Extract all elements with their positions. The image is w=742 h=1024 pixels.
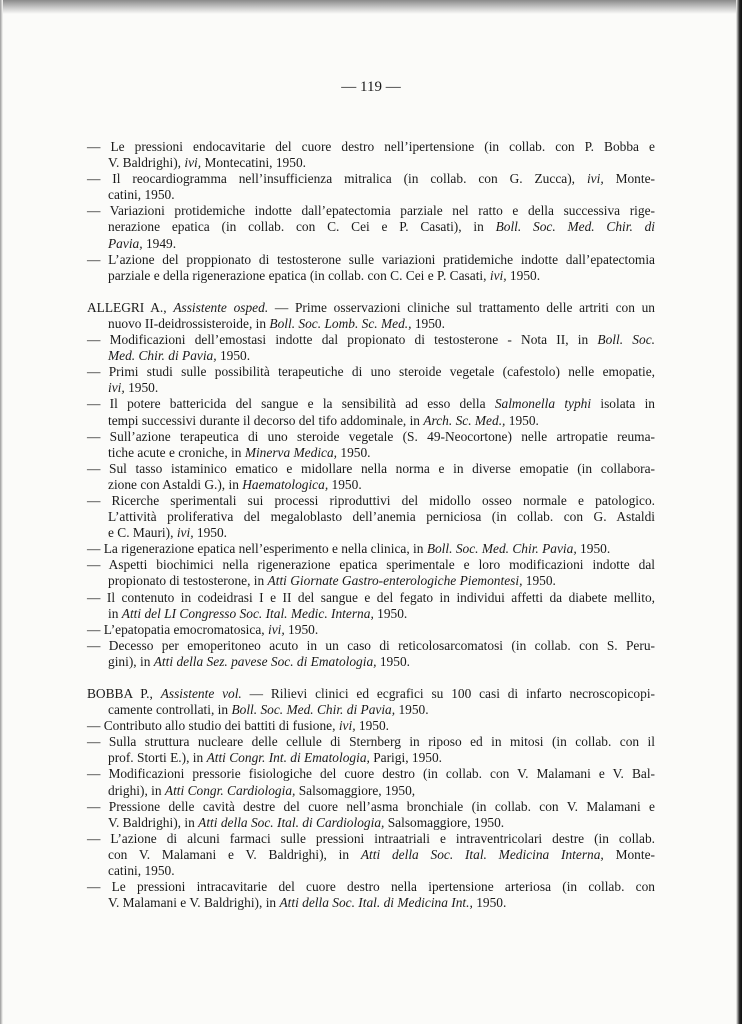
italic-citation-text: Atti Congr. Cardiologia, [164, 782, 296, 798]
text-line [87, 252, 655, 268]
text-line [87, 509, 655, 525]
entry-text: 1950. [376, 653, 410, 669]
bibliography-entry [87, 622, 655, 638]
text-line [87, 831, 655, 847]
entry-text: — L’azione di alcuni farmaci sulle pressioni intraatriali e intraventricolari destre (in collab. [87, 830, 655, 846]
italic-citation-text: Salmonella typhi [494, 396, 592, 412]
text-line [87, 236, 655, 252]
entry-text: 1950. [337, 444, 371, 460]
entry-text: — Sul tasso istaminico ematico e midollare nella norma e in diverse emopatie (in collabora- [87, 460, 655, 476]
text-line [87, 396, 655, 412]
entry-text: V. Baldrighi), in [108, 814, 199, 830]
entry-text: — Contributo allo studio dei battiti di fusione, [87, 718, 339, 734]
entry-text: 1950. [373, 605, 408, 621]
entry-text: 1950. [395, 702, 429, 718]
entry-text: Montecatini, 1950. [201, 155, 306, 171]
text-line [87, 815, 655, 831]
entry-text: V. Baldrighi), [108, 155, 185, 171]
text-line [87, 139, 655, 155]
text-line [87, 316, 655, 332]
entry-text: — L’epatopatia emocromatosica, [87, 621, 268, 637]
text-line [87, 847, 655, 863]
text-line [87, 622, 655, 638]
italic-citation-text: Arch. Sc. Med., [423, 412, 506, 428]
text-line [87, 413, 655, 429]
entry-text: tiche acute e croniche, in [108, 444, 245, 460]
entry-text: zione con Astaldi G.), in [108, 476, 243, 492]
italic-citation-text: Atti del LI Congresso Soc. Ital. Medic. Interna, [121, 605, 374, 621]
entry-text: con V. Malamani e V. Baldrighi), in [108, 846, 361, 862]
italic-citation-text: Med. Chir. di Pavia, [108, 348, 217, 364]
entry-text: — Aspetti biochimici nella rigenerazione epatica sperimentale e loro modificazioni indotte dal [87, 557, 655, 573]
entry-text: 1950. [124, 380, 159, 396]
italic-citation-text: Minerva Medica, [244, 444, 338, 460]
entry-text: — Il potere battericida del sangue e la sensibilità ad esso della [87, 396, 495, 412]
entry-text: — Modificazioni pressorie fisiologiche del cuore destro (in collab. con V. Malamani e V. Bal- [87, 766, 655, 782]
bibliography-entry [87, 203, 655, 251]
italic-citation-text: Assistente vol. [160, 686, 242, 701]
entry-text: 1950. [522, 573, 556, 589]
bibliography-entry [87, 879, 655, 911]
text-line [87, 557, 655, 573]
text-line [87, 686, 655, 702]
text-line [87, 332, 655, 348]
text-line [87, 541, 655, 557]
text-line [87, 606, 655, 622]
italic-citation-text: Boll. Soc. Lomb. Sc. Med., [269, 315, 412, 331]
text-line [87, 702, 655, 718]
entry-text: ALLEGRI A., [87, 299, 174, 315]
italic-citation-text: Atti della Sez. pavese Soc. di Ematologia, [153, 653, 377, 669]
text-line [87, 477, 655, 493]
entry-text: Salsomaggiore, 1950. [384, 814, 505, 830]
bibliography-entry [87, 252, 655, 284]
bibliography-entry [87, 461, 655, 493]
bibliography-list [87, 139, 655, 927]
author-section [87, 686, 655, 911]
entry-text: L’attività proliferativa del megaloblasto dell’anemia perniciosa (in collab. con G. Astaldi [108, 509, 655, 525]
bibliography-entry [87, 831, 655, 879]
entry-text: propionato di testosterone, in [108, 573, 268, 589]
entry-text: — Le pressioni intracavitarie del cuore destro nella ipertensione arteriosa (in collab. con [87, 879, 655, 895]
text-line [87, 187, 655, 203]
entry-text: 1950. [411, 315, 445, 331]
italic-citation-text: ivi, [184, 155, 202, 171]
italic-citation-text: Boll. Soc. Med. Chir. di Pavia, [231, 702, 396, 718]
entry-text: 1950. [506, 267, 541, 283]
entry-text: isolata in [591, 396, 655, 412]
text-line [87, 380, 655, 396]
entry-text: parziale e della rigenerazione epatica (in collab. con C. Cei e P. Casati, [108, 267, 490, 283]
entry-text: V. Malamani e V. Baldrighi), in [108, 895, 280, 911]
entry-text: — Rilievi clinici ed ecgrafici su 100 casi di infarto necroscopicopi- [241, 686, 655, 701]
entry-text: in [108, 605, 122, 621]
entry-text: nerazione epatica (in collab. con C. Cei e P. Casati), in [108, 219, 496, 235]
author-section [87, 139, 655, 284]
text-line [87, 654, 655, 670]
italic-citation-text: ivi, [586, 171, 604, 187]
entry-text: — Decesso per emoperitoneo acuto in un caso di reticolosarcomatosi (in collab. con S. Peru- [87, 637, 655, 653]
text-line [87, 429, 655, 445]
entry-text: — Primi studi sulle possibilità terapeutiche di uno steroide vegetale (cafestolo) nelle emopatie, [87, 364, 655, 380]
entry-text: drighi), in [108, 782, 165, 798]
entry-text: e C. Mauri), [108, 525, 177, 541]
text-line [87, 895, 655, 911]
entry-text: prof. Storti E.), in [108, 750, 207, 766]
bibliography-entry [87, 590, 655, 622]
entry-text: 1950. [216, 348, 251, 364]
entry-text: Monte- [603, 846, 655, 862]
text-line [87, 348, 655, 364]
bibliography-entry [87, 718, 655, 734]
italic-citation-text: Atti Congr. Int. di Ematologia, [206, 750, 370, 766]
entry-text: Monte- [603, 171, 656, 187]
text-line [87, 219, 655, 235]
italic-citation-text: Atti della Soc. Ital. Medicina Interna, [360, 846, 604, 862]
bibliography-entry [87, 686, 655, 718]
entry-text: catini, 1950. [108, 863, 175, 879]
entry-text: — Modificazioni dell’emostasi indotte dal propionato di testosterone - Nota II, in [87, 332, 598, 348]
italic-citation-text: Assistente osped. [173, 299, 269, 315]
entry-text: 1950. [193, 525, 228, 541]
italic-citation-text: Pavia, [108, 235, 143, 251]
entry-text: — Le pressioni endocavitarie del cuore destro nell’ipertensione (in collab. con P. Bobba e [87, 139, 655, 154]
text-line [87, 364, 655, 380]
entry-text: catini, 1950. [108, 187, 175, 203]
entry-text: camente controllati, in [108, 702, 232, 718]
italic-citation-text: ivi, [338, 718, 356, 734]
entry-text: — Sulla struttura nucleare delle cellule di Sternberg in riposo ed in mitosi (in collab. con il [87, 734, 655, 750]
text-line [87, 766, 655, 782]
text-line [87, 203, 655, 219]
italic-citation-text: ivi, [489, 267, 507, 283]
entry-text: tempi successivi durante il decorso del tifo addominale, in [108, 412, 424, 428]
text-line [87, 638, 655, 654]
text-line [87, 445, 655, 461]
text-line [87, 879, 655, 895]
entry-text: 1950. [355, 718, 390, 734]
entry-text: BOBBA P., [87, 686, 161, 701]
bibliography-entry [87, 766, 655, 798]
italic-citation-text: ivi, [267, 621, 285, 637]
italic-citation-text: Atti Giornate Gastro-enterologiche Piemontesi, [267, 573, 523, 589]
entry-text: Parigi, 1950. [369, 750, 443, 766]
entry-text: — Il reocardiogramma nell’insufficienza mitralica (in collab. con G. Zucca), [87, 171, 587, 187]
italic-citation-text: Boll. Soc. Med. Chir. Pavia, [426, 541, 577, 557]
text-line [87, 300, 655, 316]
text-line [87, 590, 655, 606]
bibliography-entry [87, 734, 655, 766]
entry-text: 1950. [505, 412, 539, 428]
entry-text: — Ricerche sperimentali sui processi riproduttivi del midollo osseo normale e patologico. [87, 492, 655, 508]
italic-citation-text: ivi, [176, 525, 194, 541]
text-line [87, 573, 655, 589]
scan-shadow-left [0, 0, 3, 1024]
text-line [87, 734, 655, 750]
entry-text: — Variazioni protidemiche indotte dall’epatectomia parziale nel ratto e della successiva rige- [87, 203, 655, 219]
bibliography-entry [87, 139, 655, 171]
text-line [87, 783, 655, 799]
text-line [87, 493, 655, 509]
bibliography-entry [87, 300, 655, 332]
scan-edge-right [736, 0, 742, 1024]
text-line [87, 750, 655, 766]
entry-text: Salsomaggiore, 1950, [295, 782, 416, 798]
scan-shadow-top [0, 0, 742, 14]
entry-text: 1950. [284, 621, 319, 637]
entry-text: 1950. [472, 895, 507, 911]
bibliography-entry [87, 799, 655, 831]
text-line [87, 525, 655, 541]
bibliography-entry [87, 396, 655, 428]
entry-text: — Pressione delle cavità destre del cuore nell’asma bronchiale (in collab. con V. Malamani e [87, 798, 655, 814]
entry-text: nuovo II-deidrossisteroide, in [108, 315, 270, 331]
text-line [87, 171, 655, 187]
entry-text: 1949. [142, 235, 177, 251]
bibliography-entry [87, 429, 655, 461]
text-line [87, 461, 655, 477]
entry-text: 1950. [328, 476, 362, 492]
italic-citation-text: ivi, [108, 380, 125, 396]
italic-citation-text: Haematologica, [242, 476, 329, 492]
entry-text: — Sull’azione terapeutica di uno steroide vegetale (S. 49-Neocortone) nelle artropatie reuma- [87, 428, 655, 444]
bibliography-entry [87, 364, 655, 396]
entry-text: — Prime osservazioni cliniche sul trattamento delle artriti con un [268, 299, 656, 315]
entry-text: — Il contenuto in codeidrasi I e II del sangue e del fegato in individui affetti da diabete mellito, [87, 589, 655, 605]
bibliography-entry [87, 541, 655, 557]
text-line [87, 863, 655, 879]
text-line [87, 799, 655, 815]
italic-citation-text: Boll. Soc. Med. Chir. di [495, 219, 655, 235]
italic-citation-text: Atti della Soc. Ital. di Cardiologia, [198, 814, 385, 830]
entry-text: 1950. [576, 541, 611, 557]
bibliography-entry [87, 638, 655, 670]
page-number: — 119 — [341, 79, 401, 95]
bibliography-entry [87, 332, 655, 364]
bibliography-entry [87, 557, 655, 589]
italic-citation-text: Atti della Soc. Ital. di Medicina Int., [279, 895, 473, 911]
text-line [87, 155, 655, 171]
entry-text: — L’azione del proppionato di testosterone sulle variazioni pratidemiche indotte dall’epatectomia [87, 251, 655, 267]
text-line [87, 718, 655, 734]
text-line [87, 268, 655, 284]
italic-citation-text: Boll. Soc. [597, 332, 655, 348]
author-section [87, 300, 655, 670]
entry-text: — La rigenerazione epatica nell’esperimento e nella clinica, in [87, 541, 427, 557]
bibliography-entry [87, 171, 655, 203]
entry-text: gini), in [108, 653, 154, 669]
bibliography-entry [87, 493, 655, 541]
